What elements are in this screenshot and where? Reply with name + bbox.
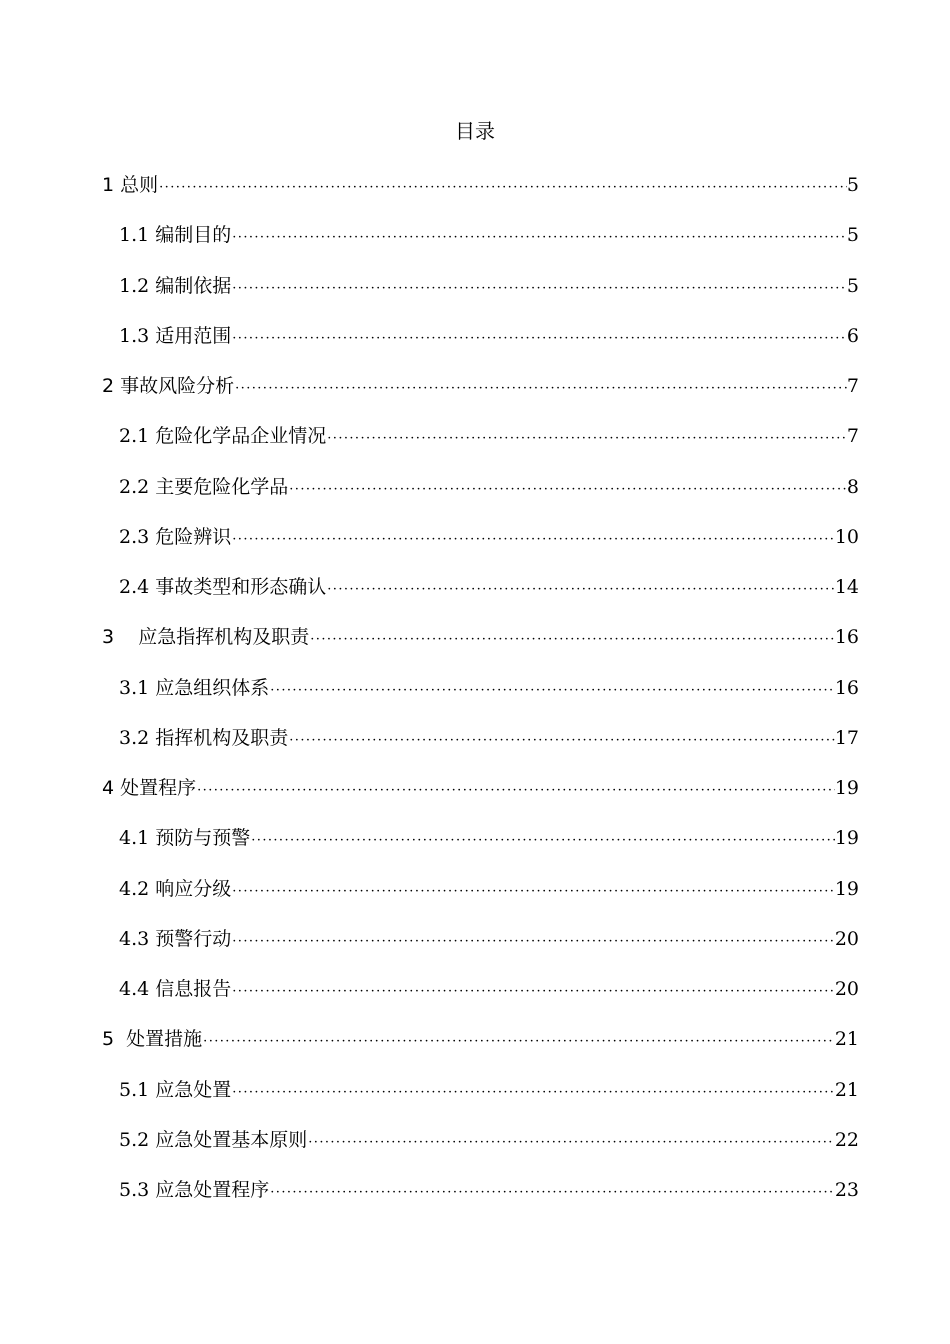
toc-entry[interactable] xyxy=(102,1075,859,1125)
toc-page-number: 14 xyxy=(834,576,859,598)
toc-entry-label: 4.1 预防与预警 xyxy=(119,827,251,850)
toc-entry[interactable] xyxy=(102,874,859,924)
toc-page-number: 16 xyxy=(834,676,859,699)
toc-entry[interactable] xyxy=(102,1125,859,1175)
toc-entry[interactable] xyxy=(102,1175,859,1225)
toc-entry-label: 5.2 应急处置基本原则 xyxy=(119,1128,308,1151)
toc-entry-label: 2.2 主要危险化学品 xyxy=(119,475,289,498)
toc-entry-label: 1.1 编制目的 xyxy=(119,224,232,247)
toc-page-number: 6 xyxy=(846,324,859,347)
toc-dot-leader xyxy=(231,1078,835,1108)
toc-page-number: 10 xyxy=(834,525,859,548)
toc-page-number: 20 xyxy=(834,978,859,1000)
toc-dot-leader xyxy=(234,374,847,404)
toc-dot-leader xyxy=(309,625,835,655)
toc-entry-label: 1.2 编制依据 xyxy=(119,274,232,297)
toc-dot-leader xyxy=(307,1128,835,1158)
toc-page-number: 17 xyxy=(834,726,859,749)
toc-entry[interactable] xyxy=(102,723,859,773)
toc-dot-leader xyxy=(196,776,835,806)
toc-page-number: 21 xyxy=(834,1028,859,1051)
toc-entry[interactable] xyxy=(102,974,859,1024)
toc-dot-leader xyxy=(231,977,835,1007)
toc-entry[interactable] xyxy=(102,170,859,220)
toc-dot-leader xyxy=(326,424,847,454)
toc-entry-label: 2.4 事故类型和形态确认 xyxy=(119,576,327,598)
toc-entry-label: 5.3 应急处置程序 xyxy=(119,1179,270,1201)
page-title: 目录 xyxy=(455,119,495,143)
toc-dot-leader xyxy=(231,877,835,907)
toc-entry[interactable] xyxy=(102,472,859,522)
toc-dot-leader xyxy=(231,525,835,555)
toc-entry[interactable] xyxy=(102,773,859,823)
toc-page-number: 23 xyxy=(834,1179,859,1201)
toc-dot-leader xyxy=(269,1178,835,1208)
toc-entry-label: 2.3 危险辨识 xyxy=(119,525,232,548)
toc-entry[interactable] xyxy=(102,522,859,572)
toc-entry[interactable] xyxy=(102,371,859,421)
toc-page-number: 8 xyxy=(846,475,859,498)
toc-entry[interactable] xyxy=(102,220,859,270)
toc-dot-leader xyxy=(231,223,847,253)
toc-page-number: 22 xyxy=(834,1128,859,1151)
toc-list xyxy=(102,170,859,1225)
toc-entry-label: 3.1 应急组织体系 xyxy=(119,676,270,699)
toc-page-number: 20 xyxy=(834,927,859,950)
toc-dot-leader xyxy=(288,726,835,756)
toc-entry-label: 1 总则 xyxy=(102,174,159,196)
toc-entry-label: 4.2 响应分级 xyxy=(119,877,232,900)
toc-page-number: 19 xyxy=(834,777,859,799)
toc-page-number: 7 xyxy=(846,425,859,448)
toc-page-number: 21 xyxy=(834,1078,859,1101)
toc-entry-label: 2 事故风险分析 xyxy=(102,375,235,397)
toc-page-number: 19 xyxy=(834,827,859,850)
toc-entry[interactable] xyxy=(102,924,859,974)
toc-page-number: 5 xyxy=(846,174,859,196)
toc-entry-label: 2.1 危险化学品企业情况 xyxy=(119,425,327,448)
toc-page-number: 16 xyxy=(834,626,859,649)
toc-entry[interactable] xyxy=(102,271,859,321)
toc-entry[interactable] xyxy=(102,673,859,723)
toc-page-number: 5 xyxy=(846,224,859,247)
toc-dot-leader xyxy=(231,274,847,304)
toc-page-number: 7 xyxy=(846,375,859,397)
toc-entry-label: 4.3 预警行动 xyxy=(119,927,232,950)
toc-entry-label: 3 应急指挥机构及职责 xyxy=(102,626,310,649)
toc-entry-label: 3.2 指挥机构及职责 xyxy=(119,726,289,749)
toc-entry[interactable] xyxy=(102,622,859,672)
toc-dot-leader xyxy=(231,324,847,354)
toc-dot-leader xyxy=(158,173,847,203)
toc-dot-leader xyxy=(202,1027,835,1057)
toc-entry[interactable] xyxy=(102,823,859,873)
toc-dot-leader xyxy=(231,927,835,957)
toc-entry[interactable] xyxy=(102,321,859,371)
toc-dot-leader xyxy=(250,826,835,856)
toc-entry-label: 5.1 应急处置 xyxy=(119,1078,232,1101)
toc-entry[interactable] xyxy=(102,572,859,622)
toc-page-number: 19 xyxy=(834,877,859,900)
toc-entry[interactable] xyxy=(102,421,859,471)
toc-entry[interactable] xyxy=(102,1024,859,1074)
toc-entry-label: 5 处置措施 xyxy=(102,1028,203,1051)
toc-dot-leader xyxy=(269,676,835,706)
toc-entry-label: 4.4 信息报告 xyxy=(119,978,232,1000)
toc-page-number: 5 xyxy=(846,274,859,297)
toc-dot-leader xyxy=(326,575,835,605)
toc-dot-leader xyxy=(288,475,847,505)
toc-entry-label: 4 处置程序 xyxy=(102,777,197,799)
toc-entry-label: 1.3 适用范围 xyxy=(119,324,232,347)
